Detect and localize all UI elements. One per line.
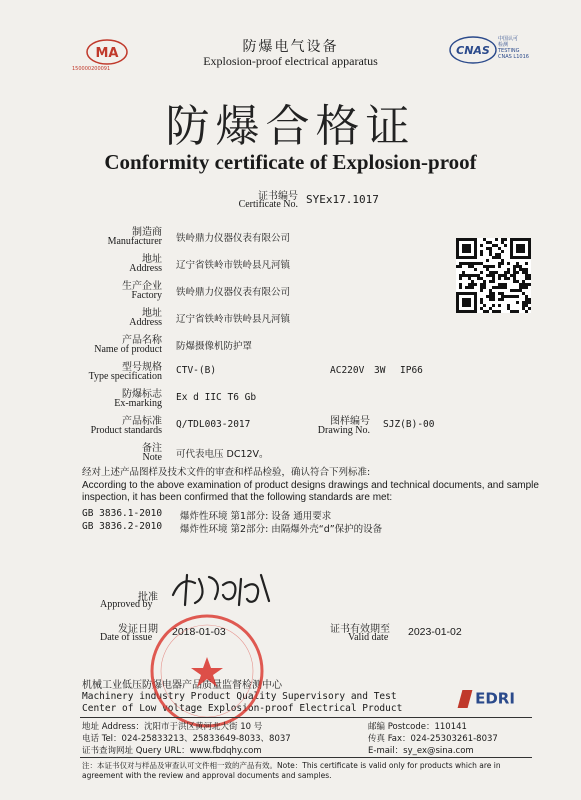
edri-logo-text: EDRI (475, 689, 515, 708)
valid-date-label-cn: 证书有效期至 (330, 624, 390, 635)
header-title-cn: 防爆电气设备 (242, 39, 339, 55)
contact-email: E-mail：sy_ex@sina.com (368, 746, 474, 756)
address1-label-cn: 地址 (142, 254, 162, 265)
factory-label-en: Factory (131, 290, 162, 301)
certificate-title-cn: 防爆合格证 (165, 101, 416, 152)
drawing-no-label-cn: 图样编号 (330, 416, 370, 427)
certificate-no-value: SYEx17.1017 (306, 193, 379, 206)
note-label-en: Note (142, 452, 162, 463)
note-value: 可代表电压 DC12V。 (176, 449, 269, 460)
statement-cn: 经对上述产品图样及技术文件的审查和样品检验，确认符合下列标准: (82, 467, 371, 478)
statement-en-line1: According to the above examination of product designs drawings and technical documents, and sample (82, 480, 539, 491)
product-name-value: 防爆摄像机防护罩 (176, 341, 253, 352)
standard-code: GB 3836.1-2010 (82, 508, 163, 519)
footnote-line2: agreement with the review and approval documents and samples. (82, 771, 332, 780)
edri-logo-mark (458, 690, 473, 708)
address2-value: 辽宁省铁岭市铁岭县凡河镇 (176, 314, 291, 325)
cnas-logo-text: CNAS (456, 44, 490, 57)
address2-label-en: Address (129, 317, 162, 328)
qr-code (456, 238, 531, 313)
ma-logo-text: MA (95, 46, 119, 61)
certificate-no-label-en: Certificate No. (238, 199, 298, 210)
center-name-en-line2: Center of Low voltage Explosion-proof Electrical Product (82, 703, 403, 714)
type-spec-value: CTV-(B) (176, 365, 217, 376)
issue-date-value: 2018-01-03 (172, 626, 226, 638)
statement-en-line2: inspection, it has been confirmed that the following standards are met: (82, 492, 393, 503)
divider-bottom (80, 757, 532, 758)
type-spec-ip: IP66 (400, 365, 423, 376)
cnas-accreditation-text: 中国认可 检测 TESTING CNAS L1016 (498, 36, 529, 60)
contact-query-url: 证书查询网址 Query URL：www.fbdqhy.com (82, 746, 262, 756)
product-name-label-en: Name of product (94, 344, 162, 355)
valid-date-value: 2023-01-02 (408, 626, 462, 638)
contact-postcode: 邮编 Postcode：110141 (368, 722, 467, 732)
certificate-title-en: Conformity certificate of Explosion-proof (104, 150, 477, 174)
address2-label-cn: 地址 (142, 308, 162, 319)
edri-logo (460, 688, 530, 708)
center-name-en-line1: Machinery industry Product Quality Supervisory and Test (82, 691, 397, 702)
signature (165, 565, 275, 610)
type-spec-voltage: AC220V (330, 365, 365, 376)
standards-value: Q/TDL003-2017 (176, 419, 251, 430)
factory-label-cn: 生产企业 (122, 281, 162, 292)
standard-code: GB 3836.2-2010 (82, 521, 163, 532)
type-spec-label-en: Type specification (88, 371, 162, 382)
standards-label-cn: 产品标准 (122, 416, 162, 427)
manufacturer-value: 铁岭鼎力仪器仪表有限公司 (176, 233, 291, 244)
manufacturer-label-en: Manufacturer (107, 236, 162, 247)
header-title-en: Explosion-proof electrical apparatus (203, 54, 378, 68)
address1-value: 辽宁省铁岭市铁岭县凡河镇 (176, 260, 291, 271)
approved-by-label-en: Approved by (100, 599, 153, 610)
official-stamp (148, 612, 266, 730)
divider-top (80, 717, 532, 718)
approved-by-label-cn: 批准 (138, 592, 158, 603)
cnas-logo (448, 35, 498, 65)
issue-date-label-en: Date of issue (100, 632, 153, 643)
drawing-no-value: SJZ(B)-00 (383, 419, 435, 430)
contact-tel: 电话 Tel：024-25833213、25833649-8033、8037 (82, 734, 291, 744)
ex-marking-label-en: Ex-marking (114, 398, 162, 409)
ex-marking-label-cn: 防爆标志 (122, 389, 162, 400)
standard-desc: 爆炸性环境 第2部分: 由隔爆外壳“d”保护的设备 (180, 524, 383, 535)
address1-label-en: Address (129, 263, 162, 274)
manufacturer-label-cn: 制造商 (132, 227, 162, 238)
contact-address: 地址 Address：沈阳市于洪区黄河北大街 10 号 (82, 722, 263, 732)
certificate-no-label-cn: 证书编号 (258, 191, 298, 202)
drawing-no-label-en: Drawing No. (317, 425, 370, 436)
center-name-cn: 机械工业低压防爆电器产品质量监督检测中心 (82, 680, 282, 691)
ex-marking-value: Ex d IIC T6 Gb (176, 392, 257, 403)
type-spec-power: 3W (374, 365, 386, 376)
product-name-label-cn: 产品名称 (122, 335, 162, 346)
issue-date-label-cn: 发证日期 (118, 624, 158, 635)
factory-value: 铁岭鼎力仪器仪表有限公司 (176, 287, 291, 298)
footnote-line1: 注：本证书仅对与样品及审查认可文件相一致的产品有效。Note：This certificate is valid only for products which are in (82, 761, 501, 770)
note-label-cn: 备注 (142, 443, 162, 454)
standards-label-en: Product standards (90, 425, 162, 436)
contact-fax: 传真 Fax：024-25303261-8037 (368, 734, 498, 744)
valid-date-label-en: Valid date (348, 632, 389, 643)
type-spec-label-cn: 型号规格 (122, 362, 162, 373)
ma-code: 150000200091 (72, 66, 111, 72)
standard-desc: 爆炸性环境 第1部分: 设备 通用要求 (180, 511, 332, 522)
